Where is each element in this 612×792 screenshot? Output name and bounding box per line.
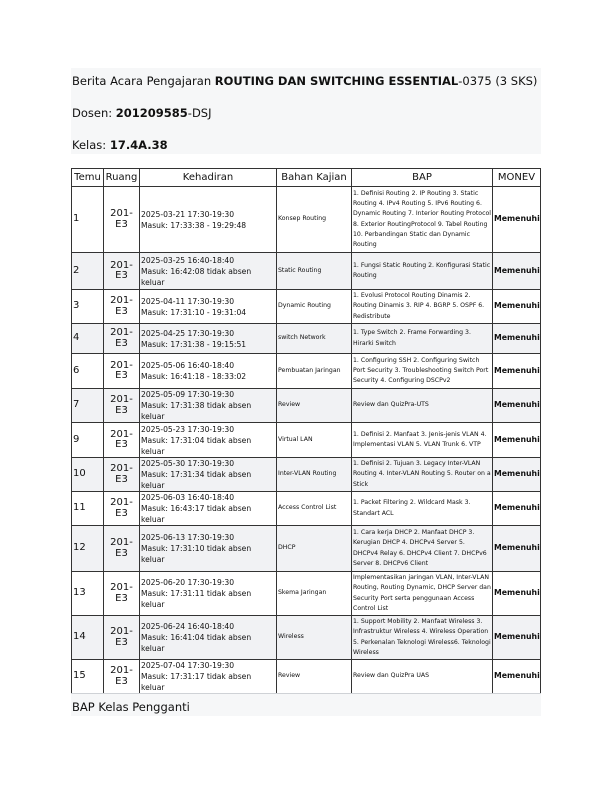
- meeting-number-cell: 12: [72, 526, 104, 572]
- room-cell: 201-E3: [104, 354, 140, 389]
- session-schedule: 2025-06-03 16:40-18:40: [141, 493, 235, 502]
- table-row: [72, 187, 541, 253]
- bap-content-cell: 1. Definisi 2. Manfaat 3. Jenis-jenis VLAN 4. Implementasi VLAN 5. VLAN Trunk 6. VTP: [352, 423, 493, 458]
- check-in-time: Masuk: 17:31:04 tidak absen keluar: [141, 435, 252, 456]
- meeting-number-cell: 15: [72, 660, 104, 694]
- topic-cell: Access Control List: [277, 492, 352, 526]
- monev-status-cell: Memenuhi: [493, 354, 541, 389]
- table-row: [72, 389, 541, 423]
- session-schedule: 2025-06-20 17:30-19:30: [141, 578, 235, 587]
- meeting-number-cell: 7: [72, 389, 104, 423]
- table-row: [72, 492, 541, 526]
- topic-cell: Wireless: [277, 616, 352, 660]
- topic-cell: Inter-VLAN Routing: [277, 458, 352, 492]
- monev-status-cell: Memenuhi: [493, 423, 541, 458]
- meeting-number-cell: 9: [72, 423, 104, 458]
- topic-cell: Review: [277, 389, 352, 423]
- course-code: -0375 (3 SKS): [458, 74, 538, 88]
- bap-content-cell: 1. Type Switch 2. Frame Forwarding 3. Hirarki Switch: [352, 324, 493, 354]
- check-in-time: Masuk: 17:31:17 tidak absen keluar: [141, 672, 252, 692]
- report-title: [72, 74, 537, 88]
- room-cell: 201-E3: [104, 616, 140, 660]
- check-in-time: Masuk: 17:33:38 - 19:29:48: [141, 220, 247, 230]
- attendance-cell: [140, 389, 277, 423]
- session-schedule: 2025-04-25 17:30-19:30: [141, 328, 235, 338]
- room-cell: 201-E3: [104, 187, 140, 253]
- table-row: [72, 572, 541, 616]
- class-label: Kelas:: [72, 138, 110, 152]
- check-in-time: Masuk: 17:31:11 tidak absen keluar: [141, 589, 252, 609]
- col-header-bahan-kajian: Bahan Kajian: [277, 169, 352, 187]
- monev-status-cell: Memenuhi: [493, 660, 541, 694]
- topic-cell: Static Routing: [277, 253, 352, 290]
- session-schedule: 2025-04-11 17:30-19:30: [141, 296, 235, 306]
- lecturer-id: 201209585: [115, 106, 188, 120]
- bap-content-cell: 1. Fungsi Static Routing 2. Konfigurasi Static Routing: [352, 253, 493, 290]
- attendance-cell: [140, 324, 277, 354]
- check-in-time: Masuk: 16:42:08 tidak absen keluar: [141, 266, 252, 287]
- report-header: [71, 68, 541, 154]
- session-schedule: 2025-03-25 16:40-18:40: [141, 255, 235, 265]
- attendance-cell: [140, 423, 277, 458]
- check-in-time: Masuk: 17:31:38 - 19:15:51: [141, 339, 247, 349]
- table-body: [72, 187, 541, 694]
- room-cell: 201-E3: [104, 572, 140, 616]
- session-schedule: 2025-05-30 17:30-19:30: [141, 459, 235, 468]
- bap-content-cell: 1. Definisi Routing 2. IP Routing 3. Static Routing 4. IPv4 Routing 5. IPv6 Routing 6. Dynamic Routing 7. Interior Routing Protocol 8. Exterior RoutingProtocol 9. Tabel Routing 10. Perbandingan Static dan Dynamic Routing: [352, 187, 493, 253]
- table-row: [72, 324, 541, 354]
- substitute-class-section: [71, 693, 541, 716]
- check-in-time: Masuk: 16:41:18 - 18:33:02: [141, 372, 247, 381]
- bap-content-cell: 1. Configuring SSH 2. Configuring Switch Port Security 3. Troubleshooting Switch Port Security 4. Configuring DSCPv2: [352, 354, 493, 389]
- lecturer-suffix: -DSJ: [187, 106, 212, 120]
- room-cell: 201-E3: [104, 423, 140, 458]
- room-cell: 201-E3: [104, 660, 140, 694]
- room-cell: 201-E3: [104, 290, 140, 324]
- monev-status-cell: Memenuhi: [493, 253, 541, 290]
- substitute-class-title: BAP Kelas Pengganti: [72, 700, 190, 714]
- room-cell: 201-E3: [104, 389, 140, 423]
- topic-cell: Dynamic Routing: [277, 290, 352, 324]
- meeting-number-cell: 10: [72, 458, 104, 492]
- table-row: [72, 354, 541, 389]
- table-row: [72, 660, 541, 694]
- attendance-cell: [140, 492, 277, 526]
- attendance-cell: [140, 572, 277, 616]
- monev-status-cell: Memenuhi: [493, 324, 541, 354]
- monev-status-cell: Memenuhi: [493, 290, 541, 324]
- class-value: 17.4A.38: [109, 138, 168, 152]
- monev-status-cell: Memenuhi: [493, 526, 541, 572]
- meeting-number-cell: 6: [72, 354, 104, 389]
- col-header-kehadiran: Kehadiran: [140, 169, 277, 187]
- room-cell: 201-E3: [104, 492, 140, 526]
- room-cell: 201-E3: [104, 458, 140, 492]
- title-prefix: Berita Acara Pengajaran: [72, 74, 215, 88]
- lecturer-line: [72, 106, 212, 120]
- table-row: [72, 423, 541, 458]
- col-header-temu: Temu: [72, 169, 104, 187]
- topic-cell: switch Network: [277, 324, 352, 354]
- topic-cell: Review: [277, 660, 352, 694]
- session-schedule: 2025-05-09 17:30-19:30: [141, 390, 235, 399]
- monev-status-cell: Memenuhi: [493, 616, 541, 660]
- topic-cell: Virtual LAN: [277, 423, 352, 458]
- attendance-cell: [140, 526, 277, 572]
- meeting-number-cell: 13: [72, 572, 104, 616]
- col-header-monev: MONEV: [493, 169, 541, 187]
- col-header-ruang: Ruang: [104, 169, 140, 187]
- session-schedule: 2025-03-21 17:30-19:30: [141, 209, 235, 219]
- meeting-number-cell: 4: [72, 324, 104, 354]
- attendance-cell: [140, 354, 277, 389]
- bap-content-cell: 1. Definisi 2. Tujuan 3. Legacy Inter-VLAN Routing 4. Inter-VLAN Routing 5. Router on a Stick: [352, 458, 493, 492]
- meeting-number-cell: 11: [72, 492, 104, 526]
- check-in-time: Masuk: 17:31:38 tidak absen keluar: [141, 401, 252, 421]
- class-line: [72, 138, 168, 152]
- bap-content-cell: 1. Cara kerja DHCP 2. Manfaat DHCP 3. Kerugian DHCP 4. DHCPv4 Server 5. DHCPv4 Relay 6. DHCPv4 Client 7. DHCPv6 Server 8. DHCPv6 Client: [352, 526, 493, 572]
- table-header-row: [72, 169, 541, 187]
- meeting-number-cell: 14: [72, 616, 104, 660]
- room-cell: 201-E3: [104, 324, 140, 354]
- check-in-time: Masuk: 16:43:17 tidak absen keluar: [141, 504, 252, 524]
- monev-status-cell: Memenuhi: [493, 389, 541, 423]
- table-row: [72, 526, 541, 572]
- meeting-number-cell: 1: [72, 187, 104, 253]
- monev-status-cell: Memenuhi: [493, 187, 541, 253]
- table-row: [72, 616, 541, 660]
- attendance-cell: [140, 290, 277, 324]
- bap-content-cell: Review dan QuizPra-UTS: [352, 389, 493, 423]
- bap-content-cell: Review dan QuizPra UAS: [352, 660, 493, 694]
- topic-cell: DHCP: [277, 526, 352, 572]
- monev-status-cell: Memenuhi: [493, 492, 541, 526]
- session-schedule: 2025-06-13 17:30-19:30: [141, 533, 235, 542]
- attendance-cell: [140, 187, 277, 253]
- course-name: ROUTING DAN SWITCHING ESSENTIAL: [214, 74, 459, 88]
- bap-content-cell: 1. Support Mobility 2. Manfaat Wireless 3. Infrastruktur Wireless 4. Wireless Operation 5. Perkenalan Teknologi Wireless6. Teknologi Wireless: [352, 616, 493, 660]
- topic-cell: Skema Jaringan: [277, 572, 352, 616]
- check-in-time: Masuk: 16:41:04 tidak absen keluar: [141, 633, 252, 653]
- bap-content-cell: Implementasikan jaringan VLAN, Inter-VLAN Routing, Routing Dynamic, DHCP Server dan Security Port serta penggunaan Access Control List: [352, 572, 493, 616]
- col-header-bap: BAP: [352, 169, 493, 187]
- attendance-cell: [140, 253, 277, 290]
- session-schedule: 2025-07-04 17:30-19:30: [141, 661, 235, 670]
- topic-cell: Pembuatan Jaringan: [277, 354, 352, 389]
- check-in-time: Masuk: 17:31:10 tidak absen keluar: [141, 544, 252, 564]
- attendance-table: [71, 168, 541, 694]
- table-row: [72, 253, 541, 290]
- session-schedule: 2025-05-06 16:40-18:40: [141, 361, 235, 370]
- table-row: [72, 458, 541, 492]
- check-in-time: Masuk: 17:31:10 - 19:31:04: [141, 307, 247, 317]
- table-row: [72, 290, 541, 324]
- room-cell: 201-E3: [104, 253, 140, 290]
- bap-content-cell: 1. Packet Filtering 2. Wildcard Mask 3. Standart ACL: [352, 492, 493, 526]
- monev-status-cell: Memenuhi: [493, 458, 541, 492]
- attendance-cell: [140, 616, 277, 660]
- meeting-number-cell: 2: [72, 253, 104, 290]
- check-in-time: Masuk: 17:31:34 tidak absen keluar: [141, 470, 252, 490]
- attendance-cell: [140, 660, 277, 694]
- attendance-cell: [140, 458, 277, 492]
- bap-content-cell: 1. Evolusi Protocol Routing Dinamis 2. Routing Dinamis 3. RIP 4. BGRP 5. OSPF 6. Redistribute: [352, 290, 493, 324]
- lecturer-label: Dosen:: [72, 106, 116, 120]
- monev-status-cell: Memenuhi: [493, 572, 541, 616]
- topic-cell: Konsep Routing: [277, 187, 352, 253]
- session-schedule: 2025-05-23 17:30-19:30: [141, 424, 235, 434]
- session-schedule: 2025-06-24 16:40-18:40: [141, 622, 235, 631]
- meeting-number-cell: 3: [72, 290, 104, 324]
- room-cell: 201-E3: [104, 526, 140, 572]
